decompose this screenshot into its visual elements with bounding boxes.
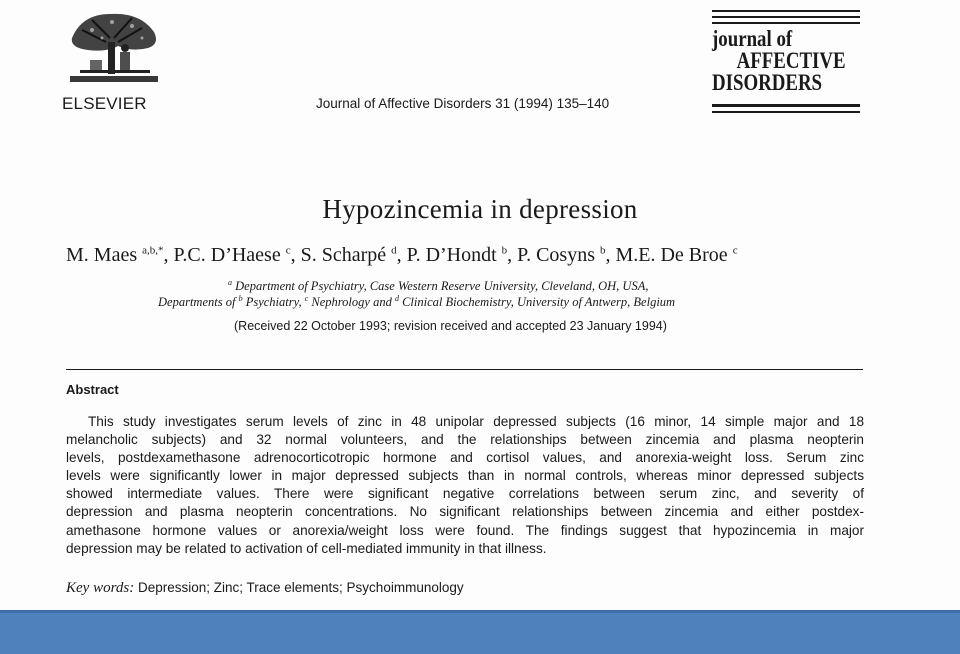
- masthead-line: AFFECTIVE: [736, 48, 846, 73]
- author-name: M.E. De Broe: [615, 244, 728, 266]
- abstract-line: showed intermediate values. There were significant negative correlations between serum zinc, and severity of: [66, 486, 864, 502]
- author-affiliation-mark: c: [285, 244, 291, 257]
- journal-masthead: [706, 8, 860, 120]
- author-name: P.C. D’Haese: [173, 244, 281, 266]
- affiliation-text: Department of Psychiatry, Case Western Reserve University, Cleveland, OH, USA,: [235, 279, 649, 294]
- abstract-line: levels were significantly lower in major depressed subjects than in normal controls, whereas minor depressed subjects: [66, 468, 864, 484]
- author-name: P. Cosyns: [517, 244, 595, 266]
- abstract-line: This study investigates serum levels of zinc in 48 unipolar depressed subjects (16 minor, 14 simple major and 18: [88, 414, 864, 429]
- author-affiliation-mark: d: [391, 244, 397, 257]
- affiliation-text: Nephrology and: [311, 295, 392, 310]
- abstract-line: depression may be related to activation of cell-mediated immunity in that illness.: [66, 540, 547, 556]
- masthead-rule: [712, 104, 860, 107]
- abstract-line: depression and plasma neopterin concentrations. No significant relationships between zincemia and either postdex-: [66, 504, 864, 520]
- publisher-name: ELSEVIER: [62, 94, 147, 113]
- affiliation-mark: a: [228, 278, 232, 287]
- author-name: M. Maes: [66, 244, 138, 266]
- abstract-heading: Abstract: [66, 382, 119, 397]
- masthead-rule: [712, 10, 860, 12]
- journal-citation: Journal of Affective Disorders 31 (1994) 135–140: [316, 96, 610, 111]
- author-affiliation-mark: b: [501, 244, 508, 257]
- abstract-line: melancholic subjects) and 32 normal volunteers, and the relationships between zincemia and plasma neopterin: [66, 432, 864, 448]
- affiliation-text: Psychiatry,: [245, 295, 302, 310]
- masthead-rule: [712, 111, 860, 113]
- masthead-rule: [712, 16, 860, 18]
- author-name: S. Scharpé: [300, 244, 387, 266]
- masthead-rule: [712, 22, 860, 24]
- abstract-text: [66, 413, 864, 558]
- keywords-list: Depression; Zinc; Trace elements; Psychoimmunology: [137, 580, 464, 595]
- author-affiliation-mark: c: [732, 244, 738, 257]
- author-list: M. Maes $^{a,b,*}$, P.C. D’Haese $^c$, S. Scharpé $^d$, P. D’Hondt $^b$, P. Cosyns $^b$, M.E. De Broe $^c$: [66, 244, 738, 266]
- abstract-line: levels, postdexamethasone adrenocorticotropic hormone and cortisol values, and anorexia-weight loss. Serum zinc: [66, 450, 864, 466]
- received-dates: (Received 22 October 1993; revision received and accepted 23 January 1994): [234, 319, 667, 333]
- affiliation-line: [158, 294, 675, 310]
- article-title: Hypozincemia in depression: [322, 194, 638, 224]
- author-name: P. D’Hondt: [406, 244, 497, 266]
- affiliation-mark: c: [304, 294, 309, 303]
- affiliation-text: Clinical Biochemistry, University of Antwerp, Belgium: [402, 295, 676, 310]
- author-affiliation-mark: b: [599, 244, 606, 257]
- section-divider: [66, 369, 863, 370]
- affiliation-line: [228, 278, 648, 294]
- abstract-line: amethasone hormone values or anorexia/weight loss were found. The findings suggest that hypozincemia in major: [66, 522, 864, 538]
- affiliation-text: Departments of: [158, 295, 236, 310]
- slide-footer-bar: [0, 610, 960, 654]
- tree-icon: [62, 8, 162, 90]
- affiliation-mark: d: [394, 294, 399, 303]
- masthead-line: DISORDERS: [712, 70, 823, 95]
- keywords-label: Key words:: [66, 580, 135, 596]
- keywords: [66, 580, 464, 597]
- affiliation-mark: b: [238, 294, 243, 303]
- elsevier-tree-logo: [62, 8, 162, 90]
- masthead-title: [712, 28, 860, 94]
- masthead-line: journal of: [712, 26, 793, 51]
- author-affiliation-mark: a,b,*: [142, 244, 164, 257]
